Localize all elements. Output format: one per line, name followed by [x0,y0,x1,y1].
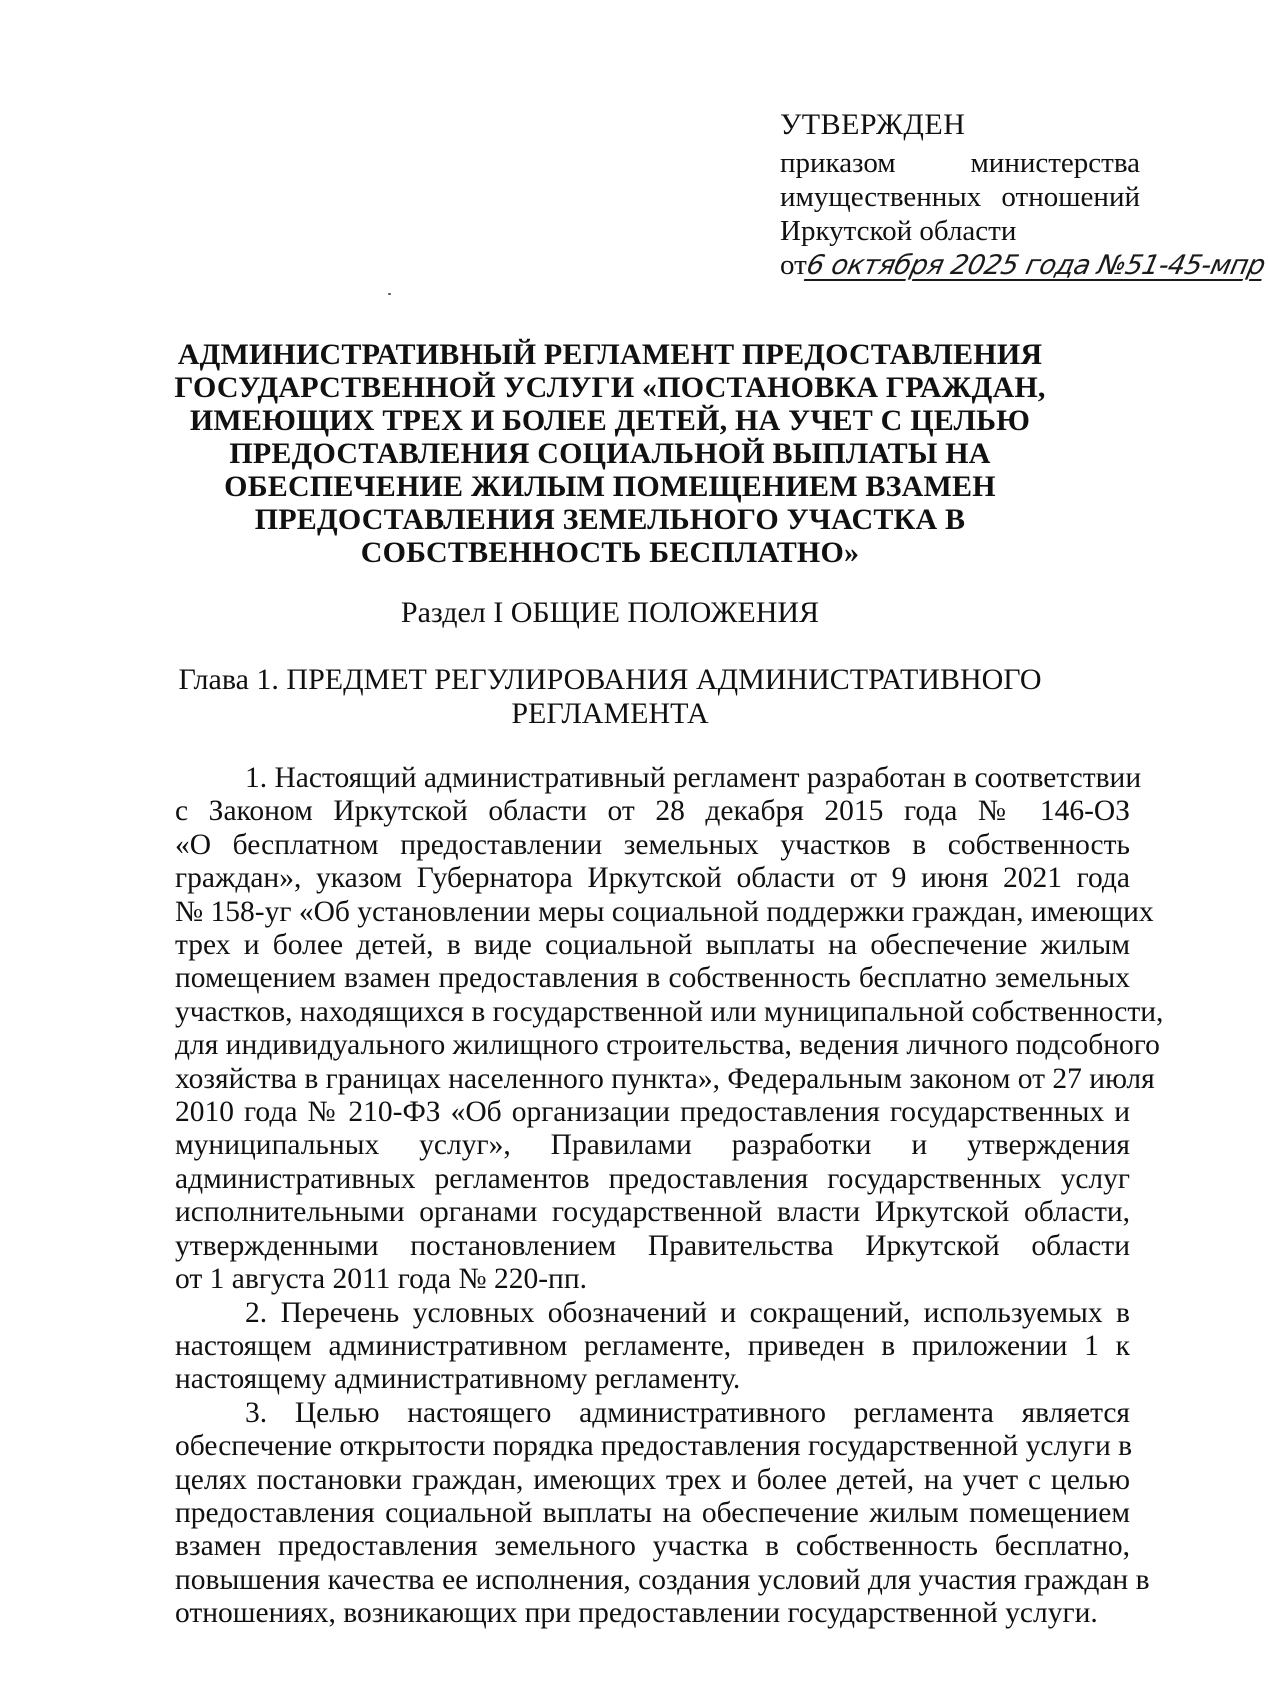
document-title [160,338,1060,569]
text-line: административных регламентов предоставления государственных услуг [175,1162,1130,1195]
text-line: участков, находящихся в государственной или муниципальной собственности, [175,995,1164,1028]
text-line: 2. Перечень условных обозначений и сокращений, используемых в [245,1296,1130,1329]
text-line: № 158-уг «Об установлении меры социальной поддержки граждан, имеющих [175,895,1154,928]
text-line: с Законом Иркутской области от 28 декабря 2015 года № 146-ОЗ [175,795,1130,828]
approval-line: приказом министерства [780,147,1140,179]
text-line: для индивидуального жилищного строительства, ведения личного подсобного [175,1029,1160,1062]
text-line: 3. Целью настоящего административного регламента является [245,1396,1130,1429]
paragraph-3 [175,1396,1150,1631]
approval-line: Иркутской области [780,215,1017,247]
text-line: обеспечение открытости порядка предоставления государственной услуги в [175,1430,1133,1463]
chapter-line: Глава 1. ПРЕДМЕТ РЕГУЛИРОВАНИЯ АДМИНИСТРАТИВНОГО [178,663,1042,696]
text-line: повышения качества ее исполнения, создания условий для участия граждан в [175,1563,1150,1596]
document-body [175,762,1164,1631]
text-line: помещением взамен предоставления в собственность бесплатно земельных [175,962,1130,995]
approval-line: имущественных отношений [780,181,1140,213]
text-line: утвержденными постановлением Правительства Иркутской области [175,1229,1130,1262]
text-line: «О бесплатном предоставлении земельных участков в собственность [175,828,1130,861]
text-line: 1. Настоящий административный регламент разработан в соответствии [245,762,1142,794]
approval-date-line [780,248,1268,283]
text-line: настоящем административном регламенте, приведен в приложении 1 к [175,1329,1130,1362]
text-line: трех и более детей, в виде социальной выплаты на обеспечение жилым [175,929,1130,962]
title-line: ПРЕДОСТАВЛЕНИЯ ЗЕМЕЛЬНОГО УЧАСТКА В [254,503,966,536]
chapter-heading [160,663,1060,731]
approval-date-prefix: от [780,249,807,281]
title-line: ОБЕСПЕЧЕНИЕ ЖИЛЫМ ПОМЕЩЕНИЕМ ВЗАМЕН [224,470,996,503]
text-line: граждан», указом Губернатора Иркутской области от 9 июня 2021 года [175,862,1130,895]
approval-heading: УТВЕРЖДЕН [780,108,966,141]
text-line: муниципальных услуг», Правилами разработки и утверждения [175,1129,1130,1162]
text-line: хозяйства в границах населенного пункта», Федеральным законом от 27 июля [175,1062,1155,1095]
approval-stamp-block [780,108,1268,283]
handwritten-date-number: 6 октября 2025 года №51-45-мпр [803,250,1268,281]
text-line: предоставления социальной выплаты на обеспечение жилым помещением [175,1496,1130,1529]
scan-speck [388,293,391,295]
title-line: ГОСУДАРСТВЕННОЙ УСЛУГИ «ПОСТАНОВКА ГРАЖДАН, [174,371,1046,404]
title-line: АДМИНИСТРАТИВНЫЙ РЕГЛАМЕНТ ПРЕДОСТАВЛЕНИЯ [177,338,1043,371]
text-line: взамен предоставления земельного участка в собственность бесплатно, [175,1530,1130,1563]
text-line: от 1 августа 2011 года № 220-пп. [175,1263,588,1296]
text-line: настоящему административному регламенту. [175,1363,741,1396]
paragraph-1 [175,762,1164,1297]
section-heading: Раздел I ОБЩИЕ ПОЛОЖЕНИЯ [400,596,820,629]
text-line: 2010 года № 210-ФЗ «Об организации предоставления государственных и [175,1096,1130,1129]
title-line: ПРЕДОСТАВЛЕНИЯ СОЦИАЛЬНОЙ ВЫПЛАТЫ НА [229,437,991,470]
chapter-line: РЕГЛАМЕНТА [511,697,709,730]
text-line: исполнительными органами государственной власти Иркутской области, [175,1196,1130,1229]
title-line: ИМЕЮЩИХ ТРЕХ И БОЛЕЕ ДЕТЕЙ, НА УЧЕТ С ЦЕЛЬЮ [189,404,1031,437]
title-line: СОБСТВЕННОСТЬ БЕСПЛАТНО» [360,536,860,569]
text-line: отношениях, возникающих при предоставлении государственной услуги. [175,1597,1098,1630]
paragraph-2 [175,1297,1130,1397]
text-line: целях постановки граждан, имеющих трех и более детей, на учет с целью [175,1463,1130,1496]
